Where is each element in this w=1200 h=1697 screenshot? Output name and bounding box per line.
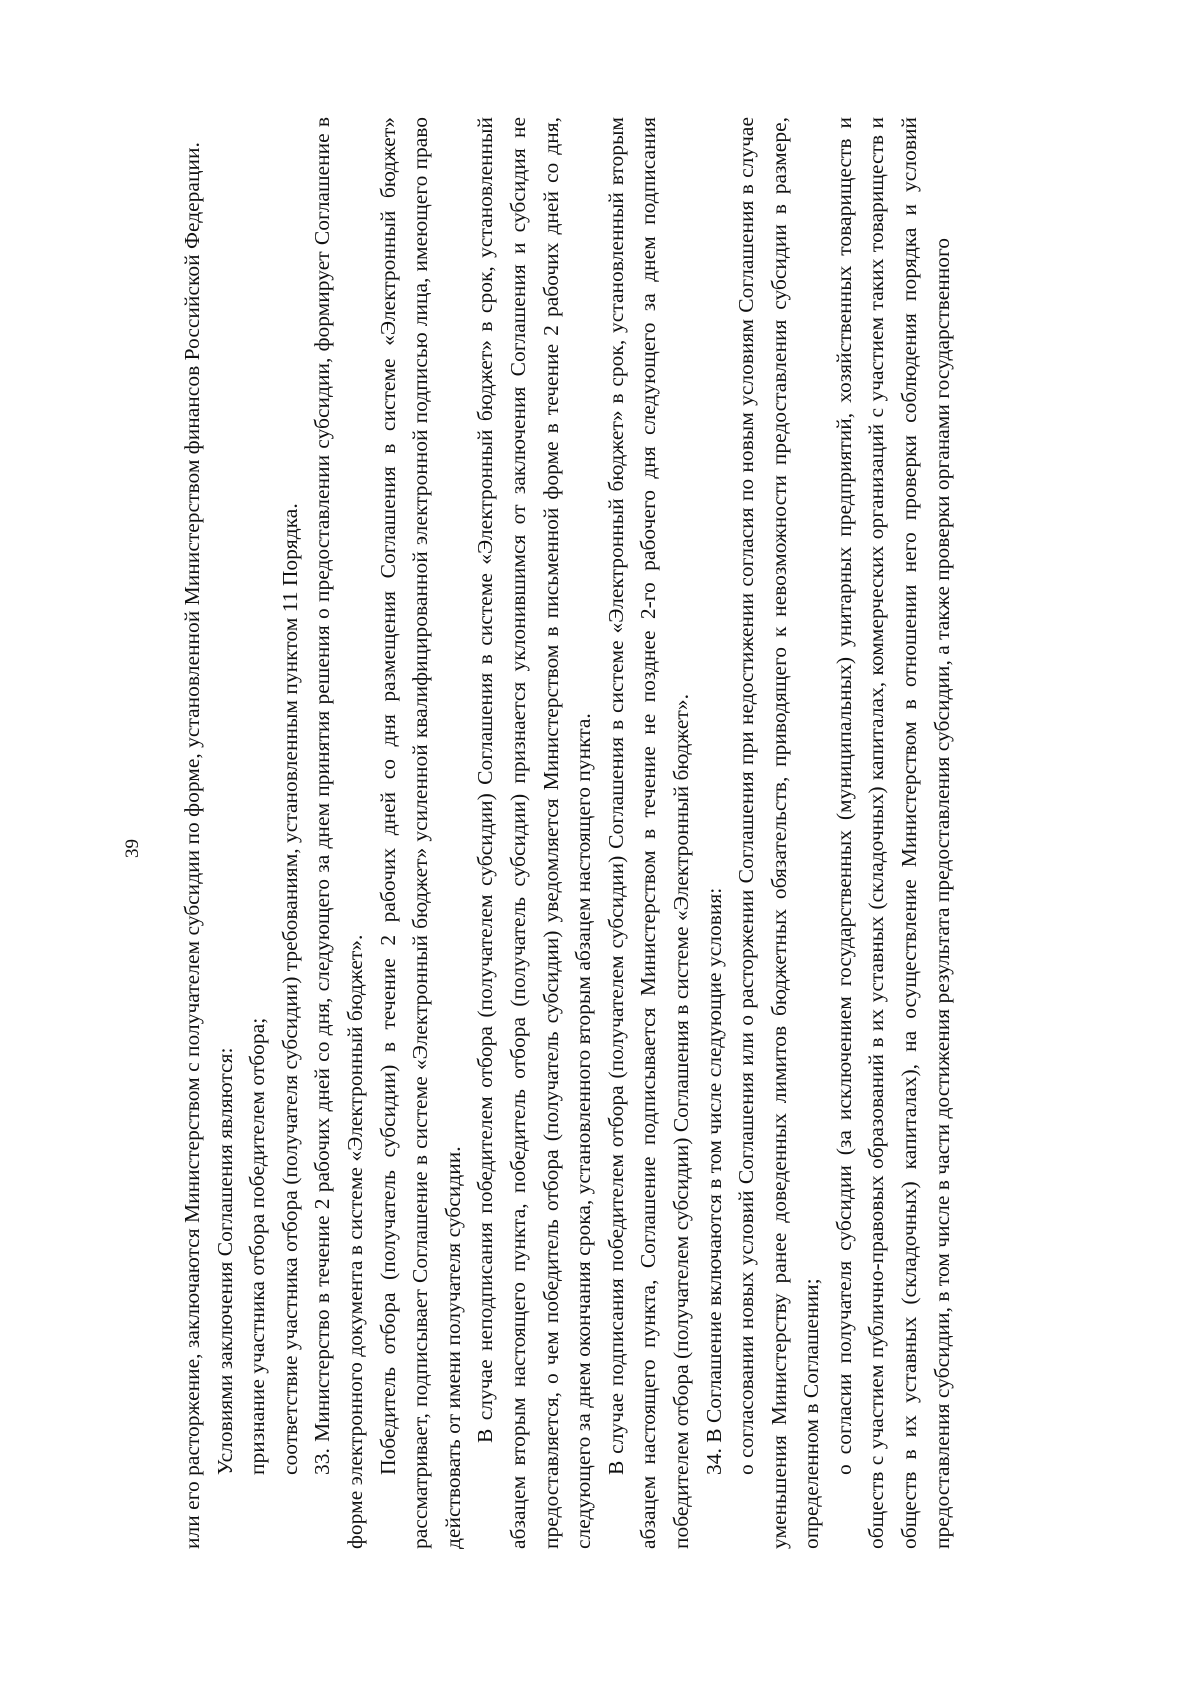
paragraph-item-33: 33. Министерство в течение 2 рабочих дней со дня, следующего за днем принятия решения о предоставлении субсидии, формирует Соглашение в форме электронного документа в системе «Электронный бюджет». — [310, 117, 367, 1549]
paragraph-not-signed: В случае неподписания победителем отбора (получателем субсидии) Соглашения в системе «Электронный бюджет» в срок, установленный абзацем вторым настоящего пункта, победитель отбора (получатель субсидии) признается уклонившимся от заключения Соглашения и субсидия не предоставляется, о чем победитель отбора (получатель субсидии) уведомляется Министерством в письменной форме в течение 2 рабочих дней со дня, следующего за днем окончания срока, установленного вторым абзацем настоящего пункта. — [473, 117, 596, 1549]
paragraph-consent: о согласии получателя субсидии (за исключением государственных (муниципальных) унитарных предприятий, хозяйственных товариществ и обществ с участием публично-правовых образований в их уставных (складочных) капиталах, коммерческих организаций с участием таких товариществ и обществ в их уставных (складочных) капиталах), на осуществление Министерством в отношении него проверки соблюдения порядка и условий предоставления субсидии, в том числе в части достижения результата предоставления субсидии, а также проверки органами государственного — [831, 117, 954, 1549]
paragraph-conditions-intro: Условиями заключения Соглашения являются: — [212, 1047, 237, 1475]
page-number: 39 — [122, 839, 143, 858]
paragraph-condition-winner: признание участника отбора победителем отбора; — [245, 1017, 270, 1475]
paragraph-winner-signs: Победитель отбора (получатель субсидии) в течение 2 рабочих дней со дня размещения Соглашения в системе «Электронный бюджет» рассматривает, подписывает Соглашение в системе «Электронный бюджет» усиленной квалифицированной электронной подписью лица, имеющего право действовать от имени получателя субсидии. — [375, 117, 465, 1549]
paragraph-signed: В случае подписания победителем отбора (получателем субсидии) Соглашения в системе «Электронный бюджет» в срок, установленный вторым абзацем настоящего пункта, Соглашение подписывается Министерством в течение не позднее 2-го рабочего дня следующего за днем подписания победителем отбора (получателем субсидии) Соглашения в системе «Электронный бюджет». — [603, 117, 693, 1549]
document-body — [176, 117, 958, 1549]
paragraph-new-conditions: о согласовании новых условий Соглашения или о расторжении Соглашения при недостижении согласия по новым условиям Соглашения в случае уменьшения Министерству ранее доведенных лимитов бюджетных обязательств, приводящего к невозможности предоставления субсидии в размере, определенном в Соглашении; — [734, 117, 824, 1549]
paragraph-continuation: или его расторжение, заключаются Министерством с получателем субсидии по форме, установленной Министерством финансов Российской Федерации. — [180, 142, 204, 1549]
paragraph-item-34: 34. В Соглашение включаются в том числе следующие условия: — [701, 887, 726, 1475]
paragraph-condition-compliance: соответствие участника отбора (получателя субсидии) требованиям, установленным пунктом 11 Порядка. — [277, 503, 302, 1475]
